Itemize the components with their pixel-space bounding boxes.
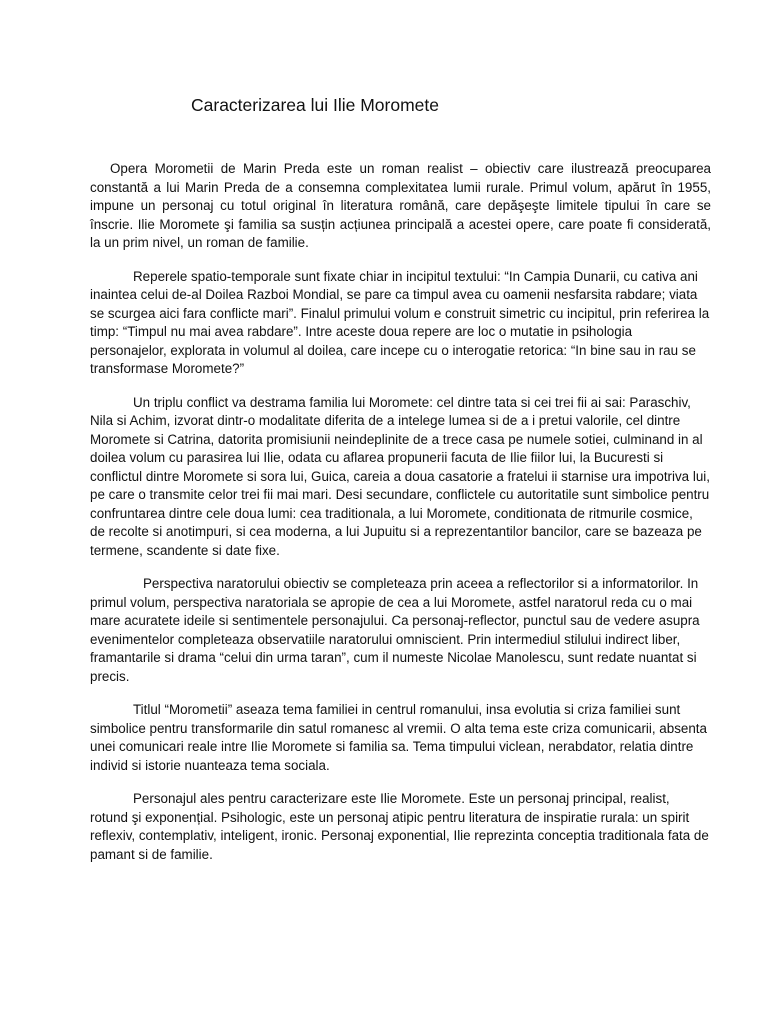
paragraph-intro: Opera Morometii de Marin Preda este un roman realist – obiectiv care ilustrează preocuparea constantă a lui Marin Preda de a consemna complexitatea lumii rurale. Primul volum, apărut în 1955, impune un personaj cu totul original în literatura română, care depăşeşte limitele tipului în care se înscrie. Ilie Moromete şi familia sa susțin acțiunea principală a acestei opere, care poate fi considerată, la un prim nivel, un roman de familie. xyxy=(90,161,711,250)
paragraph-character: Personajul ales pentru caracterizare este Ilie Moromete. Este un personaj principal, realist, rotund şi exponențial. Psihologic, este un personaj atipic pentru literatura de inspiratie rurala: un spirit reflexiv, contemplativ, inteligent, ironic. Personaj exponential, Ilie reprezinta conceptia traditionala fata de pamant si de familie. xyxy=(90,791,709,862)
paragraph-title-theme: Titlul “Morometii” aseaza tema familiei in centrul romanului, insa evolutia si criza familiei sunt simbolice pentru transformarile din satul romanesc al vremii. O alta tema este criza comunicarii, absenta unei comunicari reale intre Ilie Moromete si familia sa. Tema timpului viclean, nerabdator, relatia dintre individ si istorie nuanteaza tema sociala. xyxy=(90,702,707,773)
document-title: Caracterizarea lui Ilie Moromete xyxy=(191,95,440,115)
document-body xyxy=(90,160,711,864)
paragraph-spatio-temporal: Reperele spatio-temporale sunt fixate chiar in incipitul textului: “In Campia Dunarii, cu cativa ani inaintea celui de-al Doilea Razboi Mondial, se pare ca timpul avea cu oamenii nesfarsita rabdare; viata se scurgea aici fara conflicte mari”. Finalul primului volum e construit simetric cu incipitul, prin referirea la timp: “Timpul nu mai avea rabdare”. Intre aceste doua repere are loc o mutatie in psihologia personajelor, explorata in volumul al doilea, care incepe cu o interogatie retorica: “In bine sau in rau se transformase Moromete?” xyxy=(90,268,710,376)
paragraph-conflict: Un triplu conflict va destrama familia lui Moromete: cel dintre tata si cei trei fii ai sai: Paraschiv, Nila si Achim, izvorat dintr-o modalitate diferita de a intelege lumea si de a i pretui valorile, cel dintre Moromete si Catrina, datorita promisiunii neindeplinite de a trece casa pe numele sotiei, culminand in al doilea volum cu parasirea lui Ilie, odata cu aflarea propunerii facuta de Ilie fiilor lui, la Bucuresti si conflictul dintre Moromete si sora lui, Guica, careia a doua casatorie a fratelui ii starnise ura impotriva lui, pe care o transmite celor trei fii mai mari. Desi secundare, conflictele cu autoritatile sunt simbolice pentru confruntarea dintre cele doua lumi: cea traditionala, a lui Moromete, conditionata de ritmurile cosmice, de recolte si anotimpuri, si cea moderna, a lui Jupuitu si a reprezentantilor bancilor, care se bazeaza pe termene, scandente si date fixe. xyxy=(90,394,710,558)
paragraph-perspective: Perspectiva naratorului obiectiv se completeaza prin aceea a reflectorilor si a informatorilor. In primul volum, perspectiva naratoriala se apropie de cea a lui Moromete, astfel naratorul reda cu o mai mare acuratete ideile si sentimentele personajului. Ca personaj-reflector, punctul sau de vedere asupra evenimentelor completeaza observatiile naratorului omniscient. Prin intermediul stilului indirect liber, framantarile si drama “celui din urma taran”, cum il numeste Nicolae Manolescu, sunt redate nuantat si precis. xyxy=(90,576,700,684)
